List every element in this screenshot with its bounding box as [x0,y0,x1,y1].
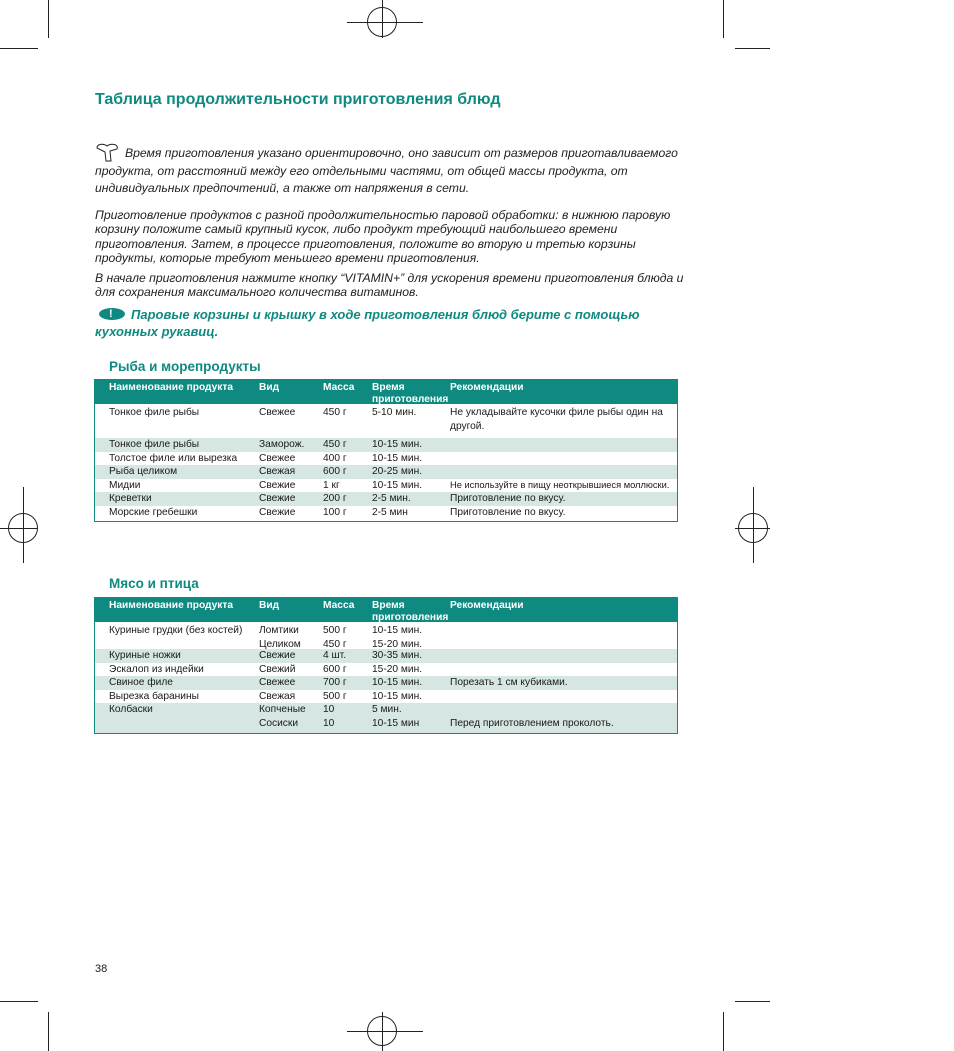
cell-mass: 10 [323,704,335,716]
table-row [95,452,677,466]
cell-name: Свиное филе [109,677,173,689]
cell-mass: 700 г [323,677,347,689]
cell-mass: 4 шт. [323,650,347,661]
cell-name: Эскалоп из индейки [109,663,204,675]
table-row [95,622,677,649]
cell-time: 15-20 мин. [372,663,423,675]
table-row [95,676,677,690]
col-time-header-line1: Время [372,382,405,393]
cell-name: Рыба целиком [109,466,178,478]
cell-name: Вырезка баранины [109,690,199,702]
col-recommend-header: Рекомендации [450,382,524,393]
warning-text: Паровые корзины и крышку в ходе приготовления блюд берите с помощью кухонных рукавиц. [95,307,640,339]
cell-mass: 400 г [323,452,347,464]
cell-recommend: Порезать 1 см кубиками. [450,677,568,689]
cell-time: 5-10 мин. [372,407,417,418]
vitamin-paragraph: В начале приготовления нажмите кнопку “VITAMIN+” для ускорения времени приготовления блюда и для сохранения максимального количества витаминов. [95,271,684,300]
table-row [95,438,677,452]
cell-name: Толстое филе или вырезка [109,452,238,464]
table-row [95,690,677,704]
col-time-header [372,600,448,623]
cell-recommend: Приготовление по вкусу. [450,493,566,505]
cell-time: 30-35 мин. [372,650,423,661]
col-name-header: Наименование продукта [109,382,234,393]
col-time-header-line2: приготовления [372,611,449,623]
page-number: 38 [95,963,108,975]
cell-type: Целиком [259,638,301,650]
col-type-header: Вид [259,382,280,393]
chef-hat-icon [95,143,121,163]
cell-mass: 450 г [323,439,347,450]
cell-name: Куриные грудки (без костей) [109,625,243,636]
col-recommend-header: Рекомендации [450,600,524,611]
cell-type: Свежее [259,452,296,464]
table-row [95,663,677,677]
cell-name: Куриные ножки [109,650,181,661]
cell-recommend: Перед приготовлением проколоть. [450,717,614,729]
cell-mass: 450 г [323,638,347,650]
table-row [95,465,677,479]
cell-mass: 500 г [323,625,347,636]
table-row [95,479,677,493]
cell-type: Свежий [259,663,296,675]
fish-table-header [95,380,677,404]
cell-time: 10-15 мин. [372,677,423,689]
cell-type: Свежие [259,650,296,661]
cell-time: 10-15 мин [372,717,420,729]
fish-table [94,379,678,522]
table-row [95,506,677,521]
steaming-order-paragraph: Приготовление продуктов с разной продолжительностью паровой обработки: в нижнюю паровую корзину положите самый крупный кусок, либо продукт требующий наибольшего времени приготовления. Затем, в процессе приготовления, положите во вторую и третью корзины продукты, которые требуют меньшего времени приготовления. [95,208,671,265]
cell-type: Заморож. [259,439,305,450]
meat-table [94,597,678,734]
cell-mass: 200 г [323,493,347,505]
col-type-header: Вид [259,600,280,611]
page-title: Таблица продолжительности приготовления блюд [95,91,501,108]
cell-recommend: Приготовление по вкусу. [450,506,566,518]
fish-section-title: Рыба и морепродукты [109,359,261,374]
col-name-header: Наименование продукта [109,600,234,611]
cell-type: Свежая [259,690,296,702]
table-row [95,404,677,433]
cell-name: Мидии [109,479,141,491]
cell-time: 10-15 мин. [372,439,423,450]
cell-mass: 500 г [323,690,347,702]
cell-time: 10-15 мин. [372,452,423,464]
col-mass-header: Масса [323,382,355,393]
cell-type: Сосиски [259,717,299,729]
cell-name: Тонкое филе рыбы [109,439,200,450]
table-row [95,649,677,663]
cell-time: 10-15 мин. [372,690,423,702]
cell-name: Морские гребешки [109,506,198,518]
meat-section-title: Мясо и птица [109,576,199,591]
cell-recommend: Не укладывайте кусочки филе рыбы один на другой. [450,407,663,432]
cell-time: 15-20 мин. [372,638,423,650]
cell-type: Свежие [259,479,296,491]
col-time-header-line1: Время [372,600,405,611]
cell-mass: 600 г [323,663,347,675]
warning-note [95,306,655,340]
table-row [95,703,677,733]
cell-mass: 1 кг [323,479,340,491]
cell-mass: 10 [323,717,335,729]
col-time-header [372,382,448,405]
cell-time: 2-5 мин [372,506,408,518]
cell-type: Свежее [259,407,296,418]
col-time-header-line2: приготовления [372,393,449,405]
cell-mass: 450 г [323,407,347,418]
cell-time: 2-5 мин. [372,493,411,505]
meat-table-header [95,598,677,622]
col-mass-header: Масса [323,600,355,611]
intro-text: Время приготовления указано ориентировочно, оно зависит от размеров приготавливаемого продукта, от расстояний между его отдельными частями, от общей массы продукта, от индивидуальных предпочтений, а также от напряжения в сети. [95,146,678,195]
cell-mass: 600 г [323,466,347,478]
cell-type: Свежая [259,466,296,478]
table-row [95,492,677,506]
cell-type: Копченые [259,704,306,716]
cell-time: 10-15 мин. [372,479,423,491]
intro-paragraph [95,143,685,197]
cell-name: Колбаски [109,704,153,716]
warning-icon [99,308,125,320]
cell-name: Тонкое филе рыбы [109,407,200,418]
cell-time: 5 мин. [372,704,402,716]
cell-mass: 100 г [323,506,347,518]
cell-type: Свежие [259,506,296,518]
cell-type: Ломтики [259,625,299,636]
cell-type: Свежие [259,493,296,505]
cell-recommend: Не используйте в пищу неоткрывшиеся моллюски. [450,479,670,490]
cell-time: 10-15 мин. [372,625,423,636]
cell-type: Свежее [259,677,296,689]
cell-time: 20-25 мин. [372,466,423,478]
cell-name: Креветки [109,493,152,505]
